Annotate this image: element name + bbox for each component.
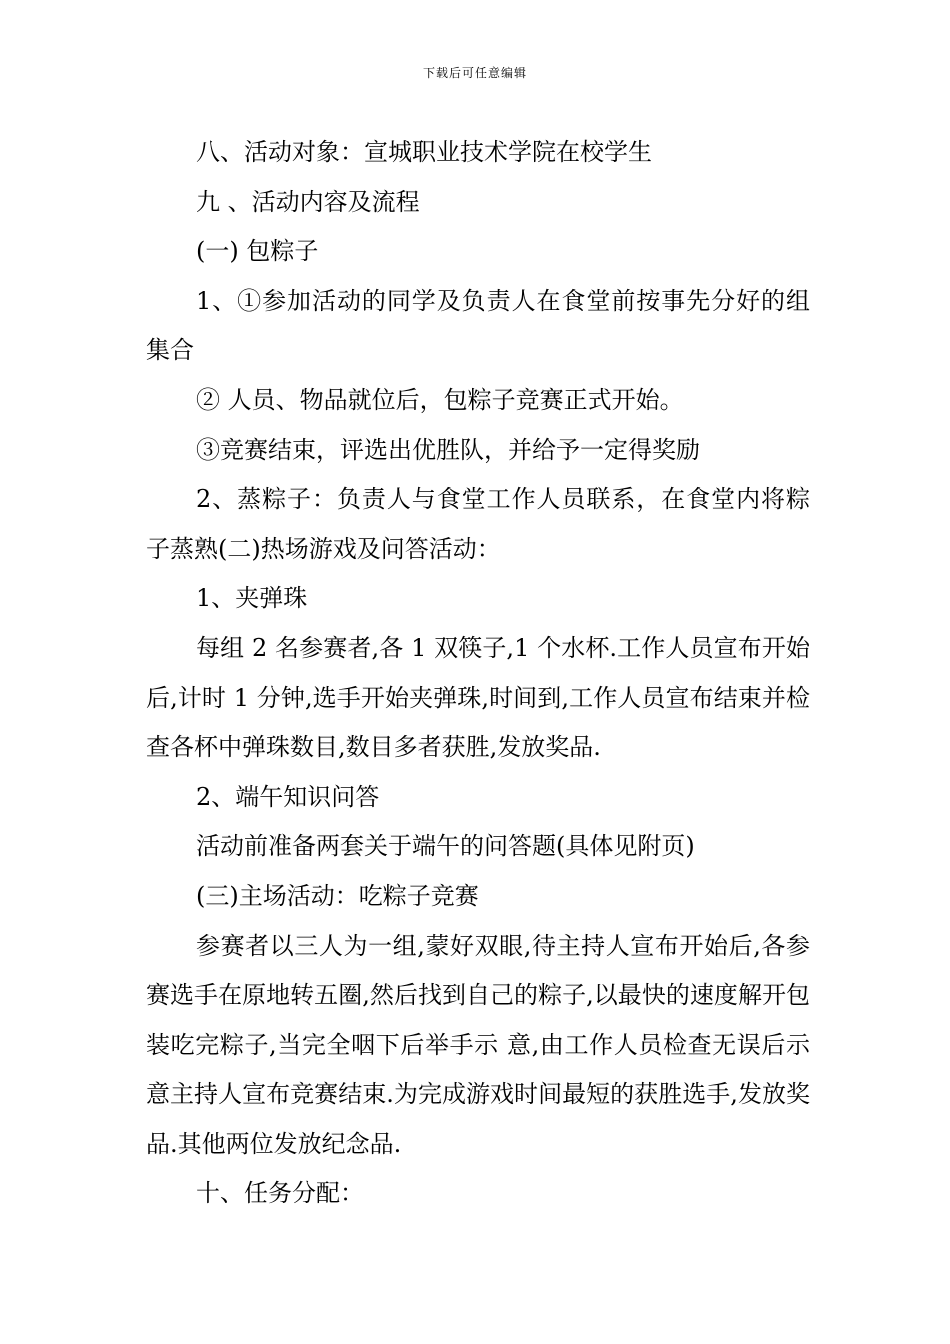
paragraph-task-assignment-heading: 十、任务分配： [196,1179,364,1208]
paragraph-main-event-rules: 参赛者以三人为一组,蒙好双眼,待主持人宣布开始后,各参赛选手在原地转五圈,然后找到自己的粽子,以最快的速度解开包装吃完粽子,当完全咽下后举手示 意,由工作人员检查无误后示意主持人宣布竞赛结束.为完成游戏时间最短的获胜选手,发放奖品.其他两位发放纪念品. [146,931,810,1158]
paragraph-subsection-one-heading: (一) 包粽子 [196,237,319,266]
paragraph-main-event-heading: (三)主场活动：吃粽子竞赛 [196,881,479,910]
document-body [146,128,810,1219]
paragraph-steaming-step: 2、蒸粽子：负责人与食堂工作人员联系，在食堂内将粽子蒸熟(二)热场游戏及问答活动： [146,485,810,563]
paragraph-competition-end: ③竞赛结束，评选出优胜队，并给予一定得奖励 [196,435,700,464]
paragraph-quiz-heading: 2、端午知识问答 [196,782,380,811]
paragraph-competition-start: ② 人员、物品就位后，包粽子竞赛正式开始。 [196,385,684,414]
page-header-note: 下载后可任意编辑 [422,66,527,80]
paragraph-quiz-prep: 活动前准备两套关于端午的问答题(具体见附页) [196,832,695,861]
paragraph-marble-game-heading: 1、夹弹珠 [196,584,308,613]
paragraph-activity-target: 八、活动对象：宣城职业技术学院在校学生 [196,138,652,166]
paragraph-marble-game-rules: 每组 2 名参赛者,各 1 双筷子,1 个水杯.工作人员宣布开始后,计时 1 分钟,选手开始夹弹珠,时间到,工作人员宣布结束并检查各杯中弹珠数目,数目多者获胜,发放奖品. [146,633,810,762]
paragraph-section-nine-heading: 九 、活动内容及流程 [196,187,420,216]
paragraph-gathering-step: 1、①参加活动的同学及负责人在食堂前按事先分好的组集合 [146,286,810,365]
